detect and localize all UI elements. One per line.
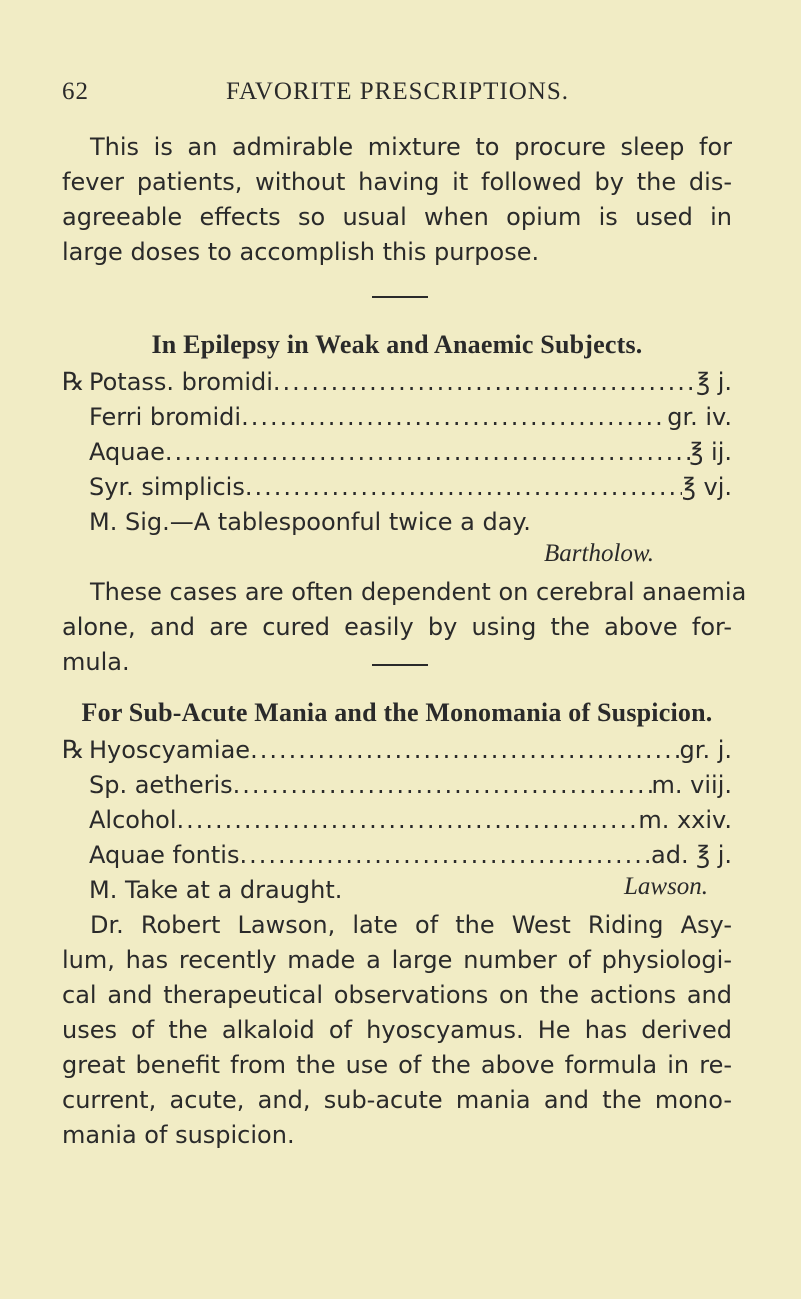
text-line: Dr. Robert Lawson, late of the West Riding Asy- — [90, 911, 732, 939]
text-line: These cases are often dependent on cerebral anaemia — [90, 578, 747, 606]
text-line: fever patients, without having it followed by the dis- — [62, 168, 732, 196]
dot-leader — [239, 838, 651, 873]
dot-leader — [273, 365, 696, 400]
prescription-epilepsy — [62, 365, 732, 505]
ingredient-name: Aquae fontis — [89, 841, 240, 869]
text-line: alone, and are cured easily by using the above for- — [62, 613, 732, 641]
ingredient-name: Ferri bromidi — [89, 403, 242, 431]
prescription-mania — [62, 733, 732, 873]
ingredient-name: Potass. bromidi — [89, 368, 273, 396]
recipe-symbol: ℞ — [62, 737, 85, 764]
dot-leader — [177, 803, 639, 838]
ingredient-row — [62, 470, 732, 505]
ingredient-row — [62, 435, 732, 470]
dot-leader — [233, 768, 652, 803]
text-line: agreeable effects so usual when opium is used in — [62, 203, 732, 231]
ingredient-dose: m. viij. — [651, 771, 732, 799]
section-divider — [372, 664, 428, 666]
ingredient-row — [62, 733, 732, 768]
ingredient-dose: ℥ vj. — [682, 473, 732, 501]
ingredient-dose: ℥ ij. — [689, 438, 732, 466]
dot-leader — [250, 733, 679, 768]
ingredient-dose: ℥ j. — [696, 368, 732, 396]
ingredient-name: Sp. aetheris — [89, 771, 233, 799]
prescription-author: Bartholow. — [544, 540, 654, 567]
ingredient-dose: ad. ℥ j. — [651, 841, 732, 869]
ingredient-row — [62, 768, 732, 803]
running-title: FAVORITE PRESCRIPTIONS. — [226, 78, 569, 105]
mania-note-paragraph — [62, 908, 732, 1153]
text-line: great benefit from the use of the above formula in re- — [62, 1051, 732, 1079]
intro-paragraph — [62, 130, 732, 270]
running-header — [62, 78, 721, 108]
prescription-author: Lawson. — [624, 873, 709, 900]
ingredient-dose: gr. j. — [679, 736, 732, 764]
text-line: large doses to accomplish this purpose. — [62, 238, 540, 266]
ingredient-name: Syr. simplicis — [89, 473, 245, 501]
ingredient-row — [62, 400, 732, 435]
dot-leader — [241, 400, 667, 435]
dot-leader — [165, 435, 690, 470]
text-line: mula. — [62, 648, 130, 676]
ingredient-dose: gr. iv. — [667, 403, 732, 431]
section-heading-mania: For Sub-Acute Mania and the Monomania of Suspicion. — [81, 698, 713, 727]
text-line: mania of suspicion. — [62, 1121, 295, 1149]
section-divider — [372, 296, 428, 298]
text-line: lum, has recently made a large number of physiologi- — [62, 946, 732, 974]
ingredient-name: Alcohol — [89, 806, 177, 834]
text-line: uses of the alkaloid of hyoscyamus. He has derived — [62, 1016, 732, 1044]
ingredient-row — [62, 365, 732, 400]
text-line: cal and therapeutical observations on the actions and — [62, 981, 732, 1009]
section-heading-epilepsy: In Epilepsy in Weak and Anaemic Subjects. — [151, 330, 643, 359]
signa-instruction: M. Take at a draught. — [89, 876, 343, 904]
ingredient-dose: m. xxiv. — [638, 806, 732, 834]
page-number: 62 — [62, 78, 89, 105]
text-line: current, acute, and, sub-acute mania and the mono- — [62, 1086, 732, 1114]
recipe-symbol: ℞ — [62, 369, 85, 396]
signa-instruction: M. Sig.—A tablespoonful twice a day. — [89, 508, 531, 536]
ingredient-row — [62, 838, 732, 873]
dot-leader — [245, 470, 682, 505]
ingredient-row — [62, 803, 732, 838]
ingredient-name: Aquae — [89, 438, 165, 466]
text-line: This is an admirable mixture to procure sleep for — [90, 133, 732, 161]
ingredient-name: Hyoscyamiae — [89, 736, 251, 764]
